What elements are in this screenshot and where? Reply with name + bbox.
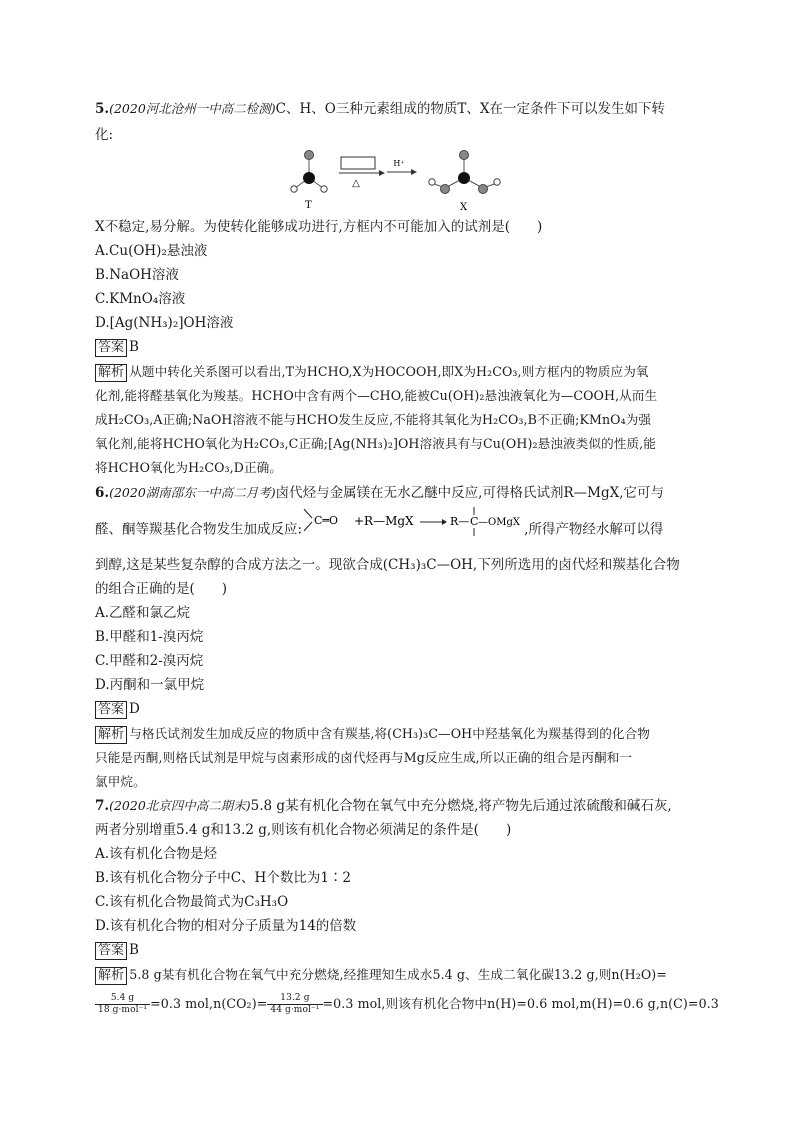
label-X: X xyxy=(460,202,468,213)
q7-analysis-text: 5.8 g某有机化合物在氧气中充分燃烧,经推理知生成水5.4 g、生成二氧化碳13.2 g,则n(H₂O)= xyxy=(129,967,667,982)
q5-analysis-line1 xyxy=(95,363,649,382)
q6-analysis-line2: 只能是丙酮,则格氏试剂是甲烷与卤素形成的卤代烃再与Mg反应生成,所以正确的组合是丙酮和一 xyxy=(95,750,633,765)
q5-stem-line2: 化: xyxy=(95,127,114,143)
q6-answer-value: D xyxy=(129,701,140,717)
fraction-co2 xyxy=(267,993,322,1016)
q5-option-a: A.Cu(OH)₂悬浊液 xyxy=(95,243,208,259)
q7-stem-line2: 两者分别增重5.4 g和13.2 g,则该有机化合物必须满足的条件是( ) xyxy=(95,822,512,838)
answer-tag: 答案 xyxy=(95,942,127,960)
heat-symbol: △ xyxy=(352,178,360,189)
q7-option-d: D.该有机化合物的相对分子质量为14的倍数 xyxy=(95,918,357,934)
q5-analysis-line4: 氧化剂,能将HCHO氧化为H₂CO₃,C正确;[Ag(NH₃)₂]OH溶液具有与Cu(OH)₂悬浊液类似的性质,能 xyxy=(95,436,656,451)
q5-conversion-figure xyxy=(275,148,535,214)
acid-label: H⁺ xyxy=(393,159,405,168)
q7-stem-line1 xyxy=(95,797,672,815)
q5-stem-text: C、H、O三种元素组成的物质T、X在一定条件下可以发生如下转 xyxy=(275,101,665,117)
q5-stem-line1 xyxy=(95,100,665,118)
q6-stem-line4: 的组合正确的是( ) xyxy=(95,581,228,597)
product-r: R— xyxy=(450,515,470,528)
fraction-co2-numerator: 13.2 g xyxy=(267,993,322,1005)
q6-analysis-text: 与格氏试剂发生加成反应的物质中含有羰基,将(CH₃)₃C—OH中羟基氧化为羰基得到的化合物 xyxy=(129,726,650,741)
fraction-co2-denominator: 44 g·mol⁻¹ xyxy=(270,1005,320,1015)
q7-option-c: C.该有机化合物最简式为C₃H₃O xyxy=(95,894,289,910)
q5-option-d: D.[Ag(NH₃)₂]OH溶液 xyxy=(95,315,234,331)
q7-number: 7. xyxy=(95,798,110,814)
q5-analysis-line2: 化剂,能将醛基氧化为羧基。HCHO中含有两个—CHO,能被Cu(OH)₂悬浊液氧化为—COOH,从而生 xyxy=(95,388,658,403)
grignard-reagent: +R—MgX xyxy=(354,514,414,528)
q6-stem-line2 xyxy=(95,514,664,541)
q5-analysis-text: 从题中转化关系图可以看出,T为HCHO,X为HOCOOH,即X为H₂CO₃,则方框内的物质应为氧 xyxy=(129,364,649,379)
fraction-water-denominator: 18 g·mol⁻¹ xyxy=(98,1005,148,1015)
analysis-tag: 解析 xyxy=(95,967,127,985)
q5-analysis-line3: 成H₂CO₃,A正确;NaOH溶液不能与HCHO发生反应,不能将其氧化为H₂CO₃,B不正确;KMnO₄为强 xyxy=(95,412,652,427)
fraction-water-numerator: 5.4 g xyxy=(95,993,150,1005)
q6-number: 6. xyxy=(95,485,110,501)
carbonyl-group: C═O xyxy=(314,514,339,527)
q6-stem-text: 卤代烃与金属镁在无水乙醚中反应,可得格氏试剂R—MgX,它可与 xyxy=(275,485,664,501)
q6-reaction-equation xyxy=(302,505,524,541)
q6-analysis-line3: 氯甲烷。 xyxy=(95,774,146,789)
q7-analysis-line1 xyxy=(95,966,667,985)
q7-analysis-line2 xyxy=(95,993,719,1016)
analysis-tag: 解析 xyxy=(95,726,127,744)
q5-stem-line3: X不稳定,易分解。为使转化能够成功进行,方框内不可能加入的试剂是( ) xyxy=(95,219,543,235)
q6-stem-part-a: 醛、酮等羰基化合物发生加成反应: xyxy=(95,521,303,538)
q6-stem-part-b: ,所得产物经水解可以得 xyxy=(524,521,664,538)
q5-option-b: B.NaOH溶液 xyxy=(95,267,179,283)
q7-answer-value: B xyxy=(129,942,139,958)
q6-option-d: D.丙酮和一氯甲烷 xyxy=(95,677,205,693)
q6-source: (2020湖南邵东一中高二月考) xyxy=(109,485,276,500)
q7-mid-text: =0.3 mol,n(CO₂)= xyxy=(150,996,268,1011)
q6-option-c: C.甲醛和2-溴丙烷 xyxy=(95,653,204,669)
q7-tail-text: =0.3 mol,则该有机化合物中n(H)=0.6 mol,m(H)=0.6 g,n(C)=0.3 xyxy=(322,996,719,1011)
q7-source: (2020北京四中高二期末) xyxy=(109,798,251,813)
q6-analysis-line1 xyxy=(95,725,650,744)
q5-number: 5. xyxy=(95,101,110,117)
reagent-blank-box xyxy=(341,157,375,169)
q6-option-a: A.乙醛和氯乙烷 xyxy=(95,605,191,621)
product-c: C xyxy=(470,515,479,528)
answer-tag: 答案 xyxy=(95,339,127,357)
product-omgx: —OMgX xyxy=(478,517,521,528)
molecule-T xyxy=(291,151,327,193)
q7-option-b: B.该有机化合物分子中C、H个数比为1∶2 xyxy=(95,870,351,886)
q6-stem-line3: 到醇,这是某些复杂醇的合成方法之一。现欲合成(CH₃)₃C—OH,下列所选用的卤代烃和羰基化合物 xyxy=(95,557,680,573)
q6-option-b: B.甲醛和1-溴丙烷 xyxy=(95,629,204,645)
q7-answer xyxy=(95,941,139,960)
analysis-tag: 解析 xyxy=(95,364,127,382)
answer-tag: 答案 xyxy=(95,701,127,719)
q5-option-c: C.KMnO₄溶液 xyxy=(95,291,186,307)
q6-answer xyxy=(95,700,140,719)
label-T: T xyxy=(305,200,312,211)
q5-answer-value: B xyxy=(129,339,139,355)
q7-option-a: A.该有机化合物是烃 xyxy=(95,846,218,862)
fraction-water xyxy=(95,993,150,1016)
molecule-X xyxy=(429,151,500,194)
q5-source: (2020河北沧州一中高二检测) xyxy=(109,101,276,116)
q7-stem-text: 5.8 g某有机化合物在氧气中充分燃烧,将产物先后通过浓硫酸和碱石灰, xyxy=(250,798,672,814)
q5-answer xyxy=(95,338,139,357)
q6-stem-line1 xyxy=(95,484,664,502)
q5-analysis-line5: 将HCHO氧化为H₂CO₃,D正确。 xyxy=(95,460,283,475)
